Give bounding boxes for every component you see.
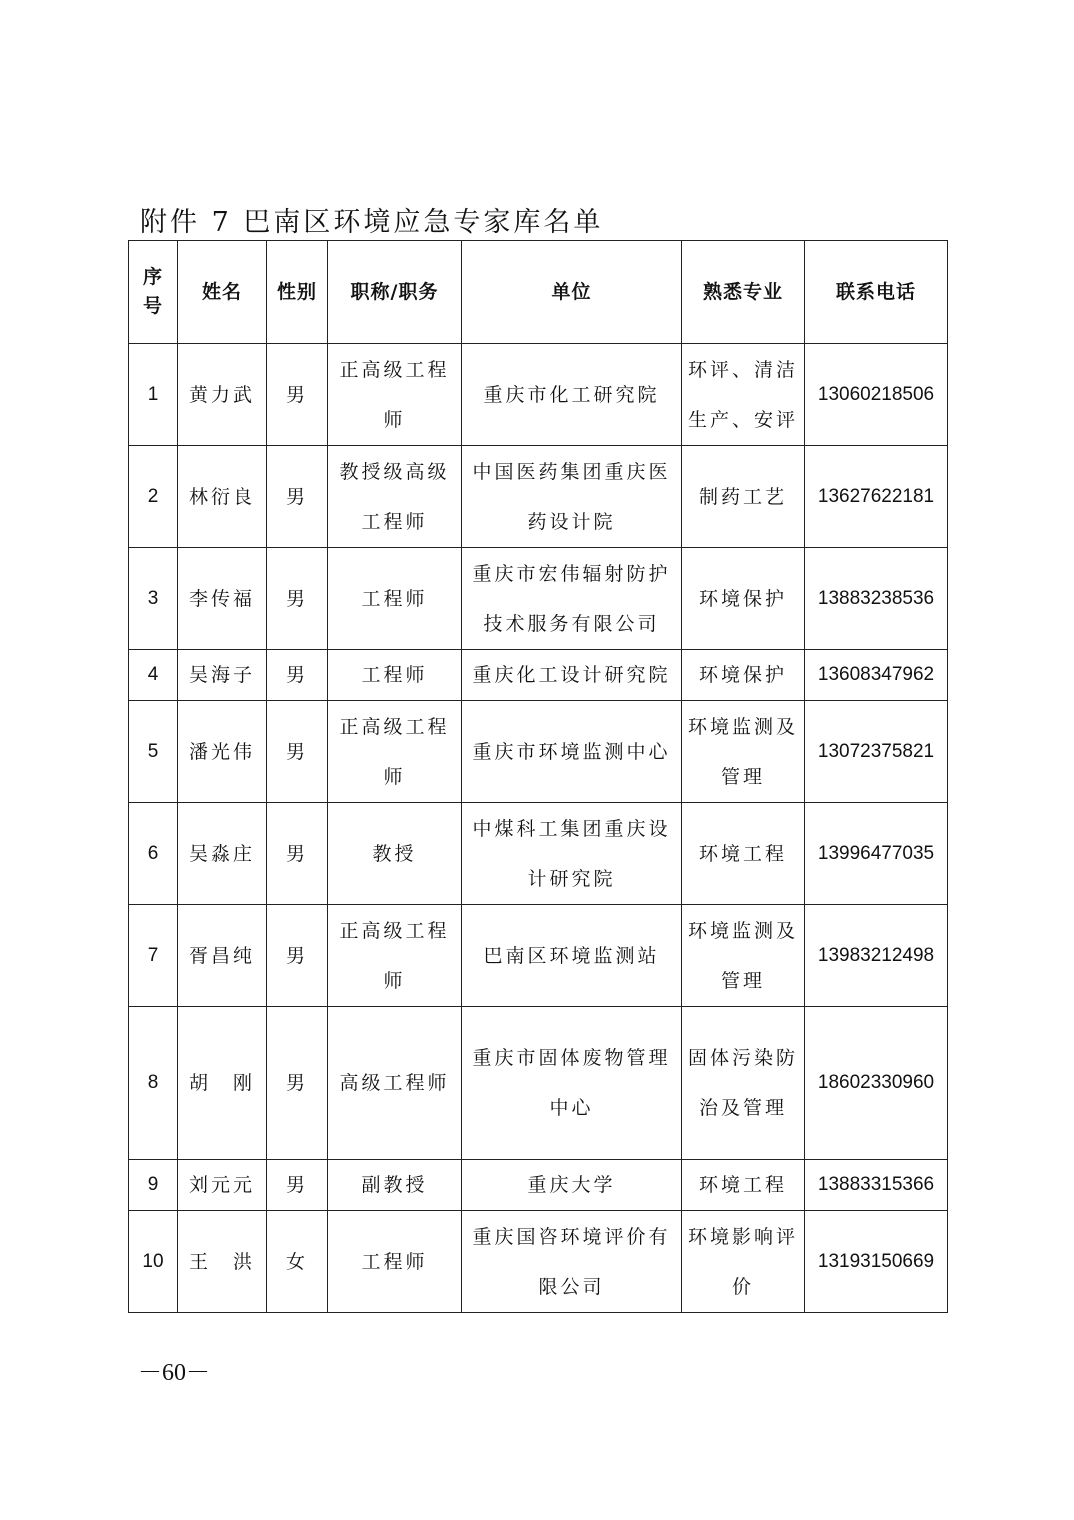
cell-name: 李传福 [178, 548, 267, 650]
table-header-row [129, 241, 948, 344]
cell-phone: 13627622181 [805, 446, 948, 548]
cell-specialty: 环境工程 [682, 803, 805, 905]
cell-index: 4 [129, 650, 178, 701]
table-row [129, 803, 948, 905]
cell-title: 工程师 [328, 1211, 462, 1313]
cell-title: 教授 [328, 803, 462, 905]
cell-specialty: 环境保护 [682, 650, 805, 701]
table-row [129, 701, 948, 803]
cell-title: 正高级工程师 [328, 344, 462, 446]
header-specialty: 熟悉专业 [682, 241, 805, 344]
cell-specialty: 环境监测及管理 [682, 701, 805, 803]
cell-specialty: 环境工程 [682, 1160, 805, 1211]
cell-title: 工程师 [328, 650, 462, 701]
cell-phone: 13072375821 [805, 701, 948, 803]
cell-phone: 13883315366 [805, 1160, 948, 1211]
cell-phone: 13883238536 [805, 548, 948, 650]
cell-index: 7 [129, 905, 178, 1007]
cell-phone: 18602330960 [805, 1007, 948, 1160]
cell-specialty: 制药工艺 [682, 446, 805, 548]
header-title: 职称/职务 [328, 241, 462, 344]
cell-title: 正高级工程师 [328, 905, 462, 1007]
cell-phone: 13060218506 [805, 344, 948, 446]
cell-name: 胡 刚 [178, 1007, 267, 1160]
expert-list-table [128, 240, 948, 1313]
cell-gender: 男 [267, 548, 328, 650]
cell-name: 吴淼庄 [178, 803, 267, 905]
header-unit: 单位 [462, 241, 682, 344]
cell-title: 工程师 [328, 548, 462, 650]
table-row [129, 344, 948, 446]
cell-unit: 中煤科工集团重庆设计研究院 [462, 803, 682, 905]
cell-specialty: 环评、清洁生产、安评 [682, 344, 805, 446]
cell-name: 刘元元 [178, 1160, 267, 1211]
cell-title: 高级工程师 [328, 1007, 462, 1160]
cell-index: 10 [129, 1211, 178, 1313]
cell-phone: 13193150669 [805, 1211, 948, 1313]
cell-gender: 男 [267, 344, 328, 446]
table-row [129, 1007, 948, 1160]
cell-index: 6 [129, 803, 178, 905]
cell-name: 王 洪 [178, 1211, 267, 1313]
cell-unit: 中国医药集团重庆医药设计院 [462, 446, 682, 548]
cell-name: 黄力武 [178, 344, 267, 446]
cell-unit: 重庆市宏伟辐射防护技术服务有限公司 [462, 548, 682, 650]
cell-index: 5 [129, 701, 178, 803]
header-phone: 联系电话 [805, 241, 948, 344]
cell-name: 林衍良 [178, 446, 267, 548]
header-name: 姓名 [178, 241, 267, 344]
page-number: －60－ [138, 1360, 210, 1386]
table-row [129, 650, 948, 701]
cell-title: 副教授 [328, 1160, 462, 1211]
table-row [129, 1211, 948, 1313]
cell-unit: 重庆市环境监测中心 [462, 701, 682, 803]
cell-title: 教授级高级工程师 [328, 446, 462, 548]
cell-specialty: 环境监测及管理 [682, 905, 805, 1007]
cell-specialty: 环境影响评价 [682, 1211, 805, 1313]
cell-unit: 重庆化工设计研究院 [462, 650, 682, 701]
table-row [129, 548, 948, 650]
cell-unit: 重庆市固体废物管理中心 [462, 1007, 682, 1160]
cell-unit: 重庆市化工研究院 [462, 344, 682, 446]
table-row [129, 1160, 948, 1211]
cell-name: 潘光伟 [178, 701, 267, 803]
cell-index: 2 [129, 446, 178, 548]
table-row [129, 905, 948, 1007]
cell-index: 1 [129, 344, 178, 446]
cell-gender: 男 [267, 803, 328, 905]
cell-unit: 重庆大学 [462, 1160, 682, 1211]
cell-gender: 女 [267, 1211, 328, 1313]
cell-gender: 男 [267, 701, 328, 803]
cell-gender: 男 [267, 1160, 328, 1211]
cell-unit: 重庆国咨环境评价有限公司 [462, 1211, 682, 1313]
cell-gender: 男 [267, 1007, 328, 1160]
cell-index: 8 [129, 1007, 178, 1160]
cell-gender: 男 [267, 446, 328, 548]
cell-specialty: 环境保护 [682, 548, 805, 650]
document-title: 附件 7 巴南区环境应急专家库名单 [140, 207, 604, 238]
cell-specialty: 固体污染防治及管理 [682, 1007, 805, 1160]
cell-name: 吴海子 [178, 650, 267, 701]
cell-unit: 巴南区环境监测站 [462, 905, 682, 1007]
cell-phone: 13983212498 [805, 905, 948, 1007]
cell-index: 3 [129, 548, 178, 650]
cell-index: 9 [129, 1160, 178, 1211]
cell-gender: 男 [267, 650, 328, 701]
cell-phone: 13608347962 [805, 650, 948, 701]
table-row [129, 446, 948, 548]
header-index: 序号 [129, 241, 178, 344]
cell-name: 胥昌纯 [178, 905, 267, 1007]
cell-phone: 13996477035 [805, 803, 948, 905]
cell-title: 正高级工程师 [328, 701, 462, 803]
cell-gender: 男 [267, 905, 328, 1007]
header-gender: 性别 [267, 241, 328, 344]
